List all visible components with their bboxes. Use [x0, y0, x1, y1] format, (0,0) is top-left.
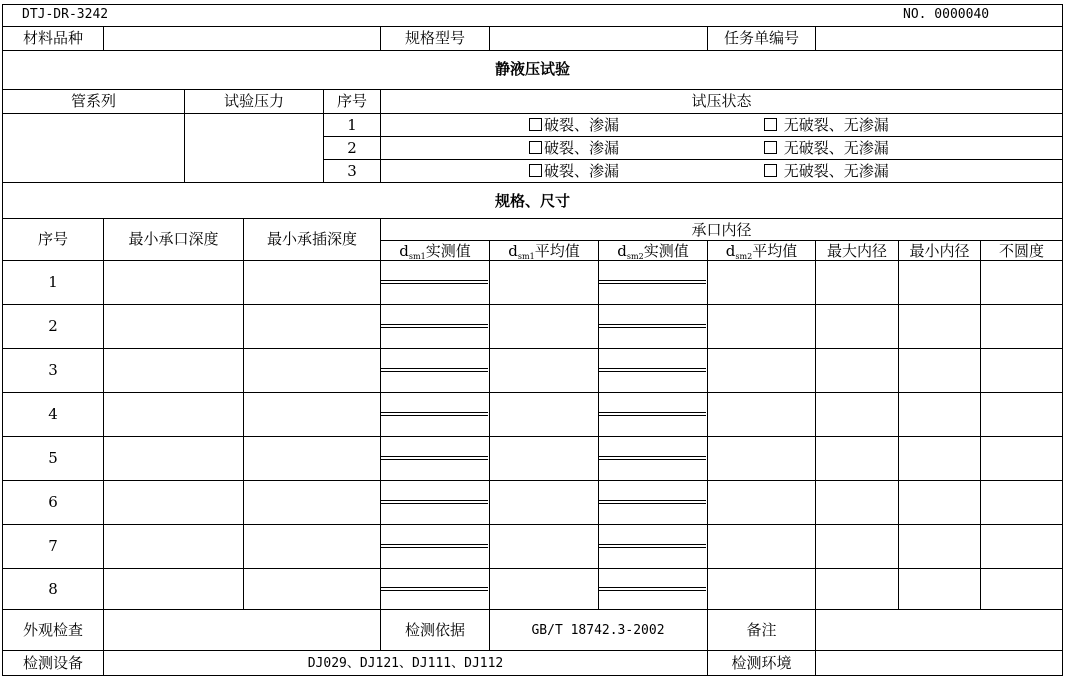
- appearance-field[interactable]: [104, 611, 379, 648]
- checkbox-icon[interactable]: [529, 118, 542, 131]
- hydro-title: 静液压试验: [494, 60, 570, 78]
- hydro-seq: 3: [347, 162, 357, 180]
- row-seq: 5: [48, 449, 58, 467]
- checkbox-icon[interactable]: [764, 141, 777, 154]
- col-min-inner-diameter: 最小内径: [909, 242, 970, 260]
- col-test-state: 试压状态: [691, 92, 752, 110]
- row-seq: 2: [48, 317, 58, 335]
- col-seq: 序号: [336, 92, 367, 110]
- env-field[interactable]: [816, 652, 1061, 673]
- remark-label: 备注: [746, 621, 777, 639]
- task-label: 任务单编号: [723, 29, 799, 47]
- col-dsm1-measured: $d_{sm1}$实测值: [399, 242, 471, 261]
- checkbox-icon[interactable]: [529, 141, 542, 154]
- hydro-seq: 1: [347, 116, 357, 134]
- col-dsm2-measured: $d_{sm2}$实测值: [617, 242, 689, 261]
- hydro-seq: 2: [347, 139, 357, 157]
- row-seq: 8: [48, 580, 58, 598]
- row-seq: 6: [48, 493, 58, 511]
- col-dsm2-average: $d_{sm2}$平均值: [725, 242, 798, 261]
- option-rupture[interactable]: 破裂、渗漏: [529, 162, 619, 180]
- form-code: DTJ-DR-3242: [22, 7, 109, 22]
- col-max-inner-diameter: 最大内径: [826, 242, 887, 260]
- option-no-rupture[interactable]: 无破裂、无渗漏: [764, 139, 889, 157]
- option-rupture[interactable]: 破裂、渗漏: [529, 116, 619, 134]
- col-min-socket-depth: 最小承口深度: [128, 230, 219, 248]
- equipment-value: DJ029、DJ121、DJ111、DJ112: [307, 656, 504, 671]
- row-seq: 4: [48, 405, 58, 423]
- remark-field[interactable]: [816, 611, 1061, 648]
- dims-title: 规格、尺寸: [494, 192, 570, 210]
- basis-value: GB/T 18742.3-2002: [531, 623, 665, 638]
- col-seq: 序号: [37, 230, 68, 248]
- col-ovality: 不圆度: [998, 242, 1044, 260]
- material-field[interactable]: [104, 28, 379, 48]
- basis-label: 检测依据: [404, 621, 465, 639]
- form-number: NO. 0000040: [903, 7, 990, 22]
- row-seq: 7: [48, 537, 58, 555]
- equipment-label: 检测设备: [22, 654, 83, 672]
- checkbox-icon[interactable]: [764, 118, 777, 131]
- col-min-insert-depth: 最小承插深度: [266, 230, 357, 248]
- task-field[interactable]: [816, 28, 1061, 48]
- row-seq: 1: [48, 273, 58, 291]
- env-label: 检测环境: [731, 654, 792, 672]
- appearance-label: 外观检查: [22, 621, 83, 639]
- material-label: 材料品种: [22, 29, 83, 47]
- col-test-pressure: 试验压力: [223, 92, 284, 110]
- option-no-rupture[interactable]: 无破裂、无渗漏: [764, 162, 889, 180]
- checkbox-icon[interactable]: [764, 164, 777, 177]
- checkbox-icon[interactable]: [529, 164, 542, 177]
- col-dsm1-average: $d_{sm1}$平均值: [508, 242, 580, 261]
- col-socket-inner-diameter: 承口内径: [691, 221, 752, 239]
- option-no-rupture[interactable]: 无破裂、无渗漏: [764, 116, 889, 134]
- option-rupture[interactable]: 破裂、渗漏: [529, 139, 619, 157]
- col-pipe-series: 管系列: [70, 92, 116, 110]
- spec-label: 规格型号: [404, 29, 465, 47]
- row-seq: 3: [48, 361, 58, 379]
- spec-field[interactable]: [490, 28, 706, 48]
